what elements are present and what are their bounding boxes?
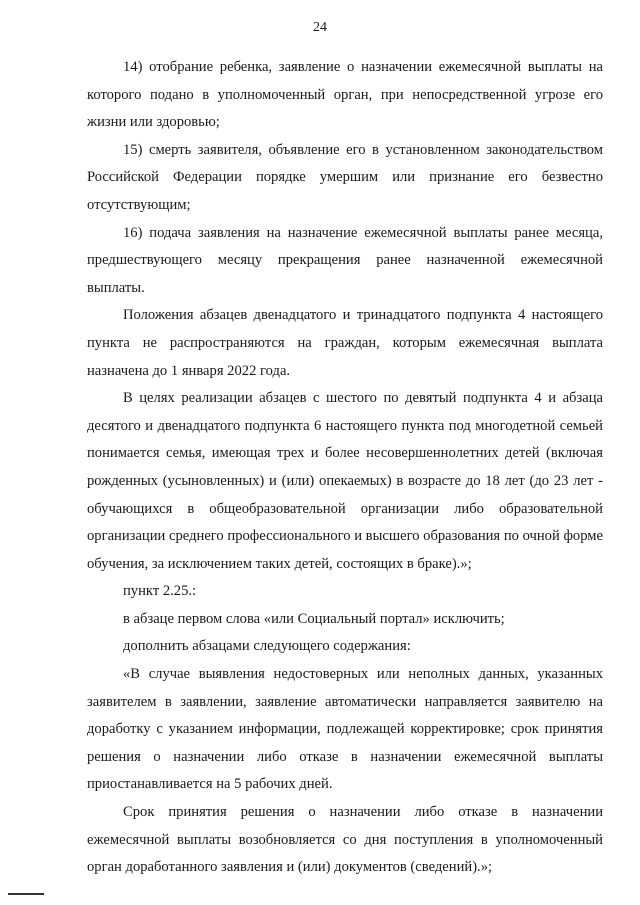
paragraph-quoted-deadline-resume: Срок принятия решения о назначении либо отказе в назначении ежемесячной выплаты возобновляется со дня поступления в уполномоченный орган доработанного заявления и (или) документов (сведений).»; <box>87 804 603 876</box>
paragraph-add-abzacs: дополнить абзацами следующего содержания: <box>123 638 411 655</box>
paragraph-item-14: 14) отобрание ребенка, заявление о назначении ежемесячной выплаты на которого подано в уполномоченный орган, при непосредственной угрозе его жизни или здоровью; <box>87 59 603 131</box>
page-number: 24 <box>313 20 327 35</box>
document-body <box>87 54 603 882</box>
paragraph-large-family-definition: В целях реализации абзацев с шестого по девятый подпункта 4 и абзаца десятого и двенадцатого подпункта 6 настоящего пункта под многодетной семьей понимается семья, имеющая трех и более несовершеннолетних детей (включая рожденных (усыновленных) и (или) опекаемых) в возрасте до 18 лет (до 23 лет - обучающихся в общеобразовательной организации либо образовательной организации среднего профессионального и высшего образования по очной форме обучения, за исключением таких детей, состоящих в браке).»; <box>87 390 603 572</box>
paragraph-item-16: 16) подача заявления на назначение ежемесячной выплаты ранее месяца, предшествующего месяцу прекращения ранее назначенной ежемесячной выплаты. <box>87 224 603 296</box>
paragraph-first-abzac-change: в абзаце первом слова «или Социальный портал» исключить; <box>123 610 505 627</box>
paragraph-provisions: Положения абзацев двенадцатого и тринадцатого подпункта 4 настоящего пункта не распространяются на граждан, которым ежемесячная выплата назначена до 1 января 2022 года. <box>87 307 603 379</box>
footer-rule <box>8 893 44 895</box>
paragraph-point-2-25: пункт 2.25.: <box>123 583 197 600</box>
paragraph-item-15: 15) смерть заявителя, объявление его в установленном законодательством Российской Федерации порядке умершим или признание его безвестно отсутствующим; <box>87 141 603 213</box>
paragraph-quoted-inaccurate-data: «В случае выявления недостоверных или неполных данных, указанных заявителем в заявлении, заявление автоматически направляется заявителю на доработку с указанием информации, подлежащей корректировке; срок принятия решения о назначении либо отказе в назначении ежемесячной выплаты приостанавливается на 5 рабочих дней. <box>87 666 603 793</box>
